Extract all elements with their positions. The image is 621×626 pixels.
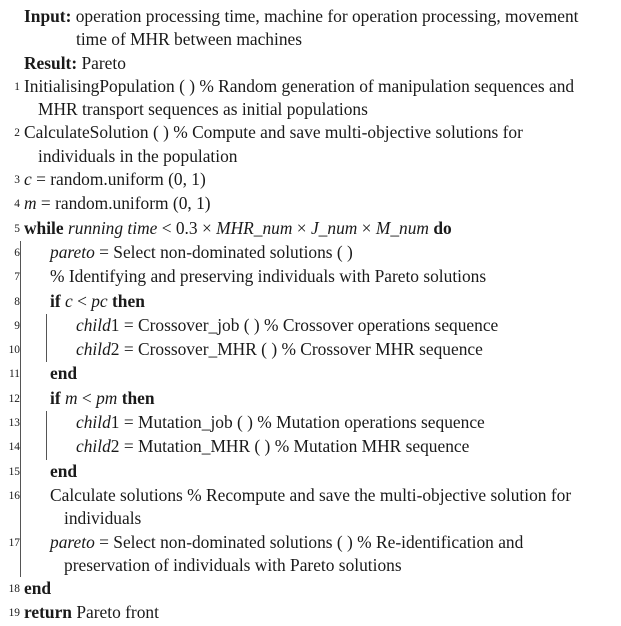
algorithm-line bbox=[0, 435, 615, 459]
statement-text: = Select non-dominated solutions ( ) bbox=[94, 241, 353, 262]
line-text bbox=[24, 121, 615, 144]
line-number: 8 bbox=[14, 295, 20, 308]
algorithm-line bbox=[0, 338, 615, 362]
algorithm-line bbox=[0, 192, 615, 216]
line-text bbox=[76, 338, 615, 361]
statement-text: Calculate solutions % Recompute and save the multi-objective solution for bbox=[50, 484, 572, 505]
assignment-variable: pareto bbox=[50, 241, 95, 262]
loop-operand-2: J_num bbox=[310, 217, 358, 238]
assignment-variable: child bbox=[76, 412, 111, 433]
line-continuation-text: preservation of individuals with Pareto solutions bbox=[64, 554, 402, 575]
line-number: 5 bbox=[14, 222, 20, 235]
statement-text: = Crossover_MHR ( ) % Crossover MHR sequence bbox=[119, 339, 483, 360]
line-number: 13 bbox=[8, 417, 20, 430]
keyword-end: end bbox=[50, 363, 78, 384]
input-label: Input: bbox=[24, 6, 72, 26]
algorithm-line bbox=[0, 577, 615, 601]
algorithm-line bbox=[0, 601, 615, 625]
algorithm-input-row bbox=[0, 5, 615, 52]
block-indent-pad bbox=[47, 338, 72, 362]
block-indent-pad bbox=[21, 484, 46, 531]
keyword-then: then bbox=[112, 290, 145, 311]
algorithm-result-content bbox=[20, 52, 615, 75]
statement-text: CalculateSolution ( ) % Compute and save multi-objective solutions for bbox=[24, 122, 523, 143]
statement-text: = Mutation_job ( ) % Mutation operations sequence bbox=[119, 412, 485, 433]
line-text bbox=[76, 435, 615, 458]
line-number: 19 bbox=[8, 607, 20, 620]
line-number: 17 bbox=[8, 536, 20, 549]
assignment-variable: child bbox=[76, 436, 111, 457]
assignment-variable: c bbox=[24, 169, 32, 190]
line-text bbox=[50, 387, 615, 410]
statement-text: = Crossover_job ( ) % Crossover operations sequence bbox=[119, 314, 499, 335]
block-indent-pad bbox=[21, 290, 46, 314]
algorithm-line bbox=[0, 314, 615, 338]
line-text bbox=[24, 192, 615, 215]
indent-gutter bbox=[20, 362, 46, 386]
line-number: 6 bbox=[14, 246, 20, 259]
result-label: Result: bbox=[24, 52, 78, 73]
line-continuation-text: MHR transport sequences as initial populations bbox=[38, 99, 368, 120]
line-text bbox=[50, 362, 615, 385]
assignment-variable: child bbox=[76, 314, 111, 335]
keyword-do: do bbox=[433, 217, 452, 238]
line-text bbox=[50, 290, 615, 313]
line-number: 3 bbox=[14, 174, 20, 187]
assignment-variable-index: 1 bbox=[110, 314, 120, 335]
statement-text: % Identifying and preserving individuals with Pareto solutions bbox=[50, 266, 487, 287]
algorithm-line bbox=[0, 387, 615, 411]
line-number: 16 bbox=[8, 489, 20, 502]
line-content bbox=[20, 217, 615, 240]
line-content bbox=[46, 362, 615, 385]
algorithm-line bbox=[0, 411, 615, 435]
keyword-if: if bbox=[50, 387, 61, 408]
line-text bbox=[50, 460, 615, 483]
assignment-variable: pareto bbox=[50, 531, 95, 552]
block-indent-pad bbox=[21, 314, 46, 338]
indent-gutter bbox=[20, 531, 46, 578]
algorithm-line bbox=[0, 290, 615, 314]
line-text bbox=[24, 577, 615, 600]
indent-gutter bbox=[20, 314, 72, 338]
line-continuation-text: individuals bbox=[64, 508, 142, 529]
block-indent-pad bbox=[21, 435, 46, 459]
condition-relation: < bbox=[77, 387, 97, 408]
line-number: 14 bbox=[8, 441, 20, 454]
line-text bbox=[50, 265, 615, 288]
line-content bbox=[46, 531, 615, 578]
input-text-line2: time of MHR between machines bbox=[76, 29, 303, 50]
block-indent-pad bbox=[21, 411, 46, 435]
keyword-if: if bbox=[50, 290, 61, 311]
keyword-end: end bbox=[50, 460, 78, 481]
assignment-variable-index: 1 bbox=[110, 412, 120, 433]
condition-variable-left: c bbox=[64, 290, 73, 311]
block-indent-pad bbox=[21, 531, 46, 578]
assignment-variable: m bbox=[24, 193, 37, 214]
line-content bbox=[46, 387, 615, 410]
line-text bbox=[76, 411, 615, 434]
block-indent-pad bbox=[47, 435, 72, 459]
line-number: 4 bbox=[14, 198, 20, 211]
algorithm-line bbox=[0, 168, 615, 192]
line-content bbox=[20, 577, 615, 600]
algorithm-result-row bbox=[0, 52, 615, 75]
line-number: 18 bbox=[8, 583, 20, 596]
condition-variable-right: pc bbox=[91, 290, 108, 311]
block-indent-pad bbox=[21, 241, 46, 265]
line-text bbox=[24, 75, 615, 98]
line-number: 11 bbox=[9, 368, 20, 381]
assignment-variable-index: 2 bbox=[110, 436, 120, 457]
condition-variable-right: pm bbox=[96, 387, 118, 408]
indent-gutter bbox=[20, 241, 46, 265]
line-content bbox=[20, 192, 615, 215]
algorithm-line bbox=[0, 241, 615, 265]
line-number: 2 bbox=[14, 127, 20, 140]
line-text bbox=[50, 531, 615, 554]
line-number: 9 bbox=[14, 319, 20, 332]
line-number: 12 bbox=[8, 392, 20, 405]
statement-text: = random.uniform (0, 1) bbox=[36, 193, 211, 214]
loop-separator-1: × bbox=[292, 217, 311, 238]
algorithm-line bbox=[0, 75, 615, 122]
line-number: 1 bbox=[14, 80, 20, 93]
block-indent-pad bbox=[47, 411, 72, 435]
line-content bbox=[46, 460, 615, 483]
loop-relation: < 0.3 × bbox=[157, 217, 217, 238]
block-indent-pad bbox=[21, 265, 46, 289]
line-number: 15 bbox=[8, 465, 20, 478]
indent-gutter bbox=[20, 484, 46, 531]
algorithm-line bbox=[0, 460, 615, 484]
line-continuation-text: individuals in the population bbox=[38, 145, 238, 166]
statement-text: InitialisingPopulation ( ) % Random generation of manipulation sequences and bbox=[24, 75, 575, 96]
line-content bbox=[72, 411, 615, 434]
indent-gutter bbox=[20, 290, 46, 314]
algorithm-line bbox=[0, 531, 615, 578]
condition-relation: < bbox=[72, 290, 92, 311]
result-text: Pareto bbox=[81, 52, 126, 73]
algorithm-input-first-line bbox=[24, 5, 615, 28]
line-content bbox=[20, 121, 615, 168]
statement-text: = random.uniform (0, 1) bbox=[31, 169, 206, 190]
line-text bbox=[24, 168, 615, 191]
line-content bbox=[46, 241, 615, 264]
line-text bbox=[76, 314, 615, 337]
algorithm-line bbox=[0, 265, 615, 289]
line-content bbox=[72, 338, 615, 361]
statement-text: = Mutation_MHR ( ) % Mutation MHR sequence bbox=[119, 436, 470, 457]
algorithm-input-content bbox=[20, 5, 615, 52]
block-indent-pad bbox=[21, 387, 46, 411]
algorithm-line-list bbox=[0, 75, 615, 626]
statement-text: = Select non-dominated solutions ( ) % Re-identification and bbox=[94, 531, 524, 552]
line-content bbox=[20, 601, 615, 624]
indent-gutter bbox=[20, 411, 72, 435]
assignment-variable-index: 2 bbox=[110, 339, 120, 360]
line-text bbox=[50, 484, 615, 507]
input-text-line1: operation processing time, machine for operation processing, movement bbox=[75, 6, 579, 26]
keyword-return: return bbox=[24, 602, 72, 623]
condition-variable-left: m bbox=[64, 387, 78, 408]
indent-gutter bbox=[20, 435, 72, 459]
line-text bbox=[50, 241, 615, 264]
line-content bbox=[72, 314, 615, 337]
loop-operand-3: M_num bbox=[375, 217, 429, 238]
keyword-end: end bbox=[24, 578, 52, 599]
indent-gutter bbox=[20, 387, 46, 411]
line-text bbox=[24, 217, 615, 240]
algorithm-line bbox=[0, 484, 615, 531]
loop-condition-variable: running time bbox=[67, 217, 158, 238]
block-indent-pad bbox=[21, 460, 46, 484]
loop-separator-2: × bbox=[357, 217, 376, 238]
algorithm-line bbox=[0, 121, 615, 168]
return-value: Pareto front bbox=[71, 602, 159, 623]
line-text bbox=[24, 601, 615, 624]
algorithm-line bbox=[0, 217, 615, 241]
line-content bbox=[46, 484, 615, 531]
keyword-then: then bbox=[121, 387, 155, 408]
loop-operand-1: MHR_num bbox=[216, 217, 293, 238]
line-number: 7 bbox=[14, 271, 20, 284]
block-indent-pad bbox=[47, 314, 72, 338]
indent-gutter bbox=[20, 338, 72, 362]
block-indent-pad bbox=[21, 362, 46, 386]
keyword-while: while bbox=[24, 217, 64, 238]
block-indent-pad bbox=[21, 338, 46, 362]
algorithm-line bbox=[0, 362, 615, 386]
assignment-variable: child bbox=[76, 339, 111, 360]
line-content bbox=[20, 168, 615, 191]
line-content bbox=[46, 265, 615, 288]
indent-gutter bbox=[20, 460, 46, 484]
line-number: 10 bbox=[8, 344, 20, 357]
indent-gutter bbox=[20, 265, 46, 289]
line-content bbox=[46, 290, 615, 313]
line-content bbox=[72, 435, 615, 458]
line-content bbox=[20, 75, 615, 122]
